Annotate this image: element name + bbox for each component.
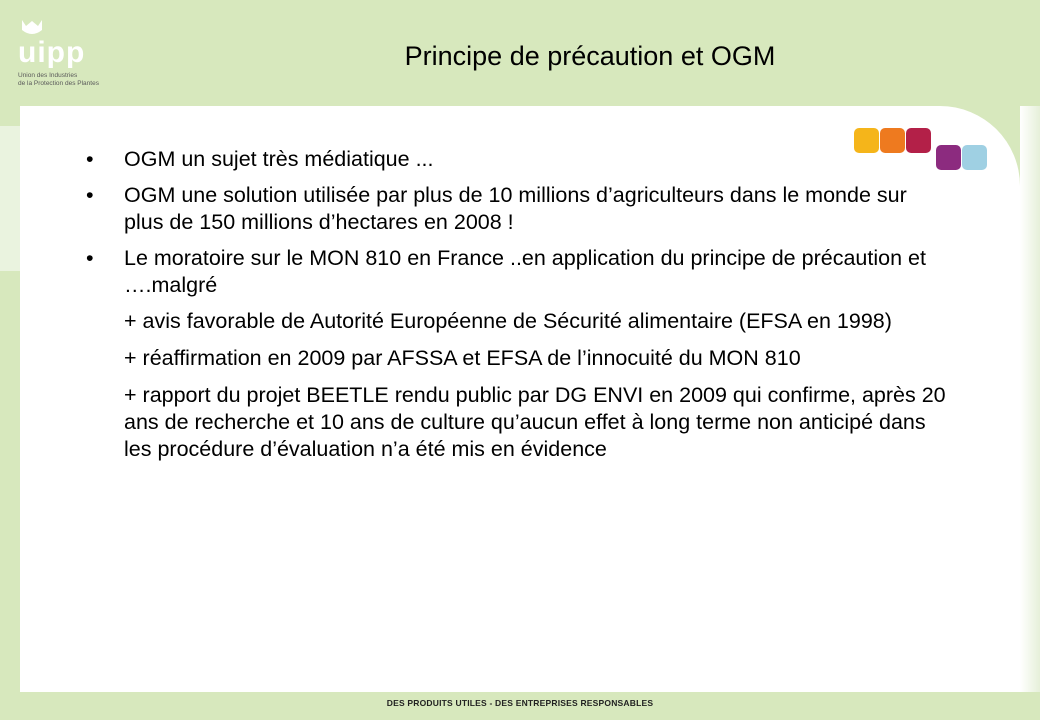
bullet-item — [86, 182, 946, 236]
logo-subtitle — [18, 72, 108, 88]
bullet-marker: • — [86, 183, 94, 207]
bullet-marker: • — [86, 147, 94, 171]
page-title: Principe de précaution et OGM — [404, 41, 776, 71]
sub-point: + avis favorable de Autorité Européenne de Sécurité alimentaire (EFSA en 1998) — [124, 309, 892, 333]
bullet-item — [86, 245, 946, 299]
bullet-text: OGM un sujet très médiatique ... — [124, 147, 434, 171]
logo-subtitle-line: de la Protection des Plantes — [18, 80, 99, 87]
logo-subtitle-line: Union des Industries — [18, 72, 78, 79]
bullet-text: OGM une solution utilisée par plus de 10 millions d’agriculteurs dans le monde sur plus de 150 millions d’hectares en 2008 ! — [124, 183, 907, 234]
sub-point: + réaffirmation en 2009 par AFSSA et EFSA de l’innocuité du MON 810 — [124, 346, 801, 370]
bullet-item — [86, 146, 946, 173]
tulip-icon — [20, 18, 44, 38]
sub-point: + rapport du projet BEETLE rendu public par DG ENVI en 2009 qui confirme, après 20 ans de recherche et 10 ans de culture qu’aucun effet à long terme non anticipé dans les procédure d’évaluation n’a été mis en évidence — [124, 383, 946, 461]
bullet-marker: • — [86, 246, 94, 270]
slide-body — [86, 146, 946, 473]
light-blue-square — [962, 145, 987, 170]
footer-tagline: DES PRODUITS UTILES - DES ENTREPRISES RESPONSABLES — [386, 698, 654, 708]
bullet-text: Le moratoire sur le MON 810 en France ..en application du principe de précaution et ….malgré — [124, 246, 926, 297]
logo-wordmark: uipp — [18, 36, 86, 69]
left-decor-band — [0, 126, 20, 271]
right-decor-band — [1020, 106, 1040, 692]
